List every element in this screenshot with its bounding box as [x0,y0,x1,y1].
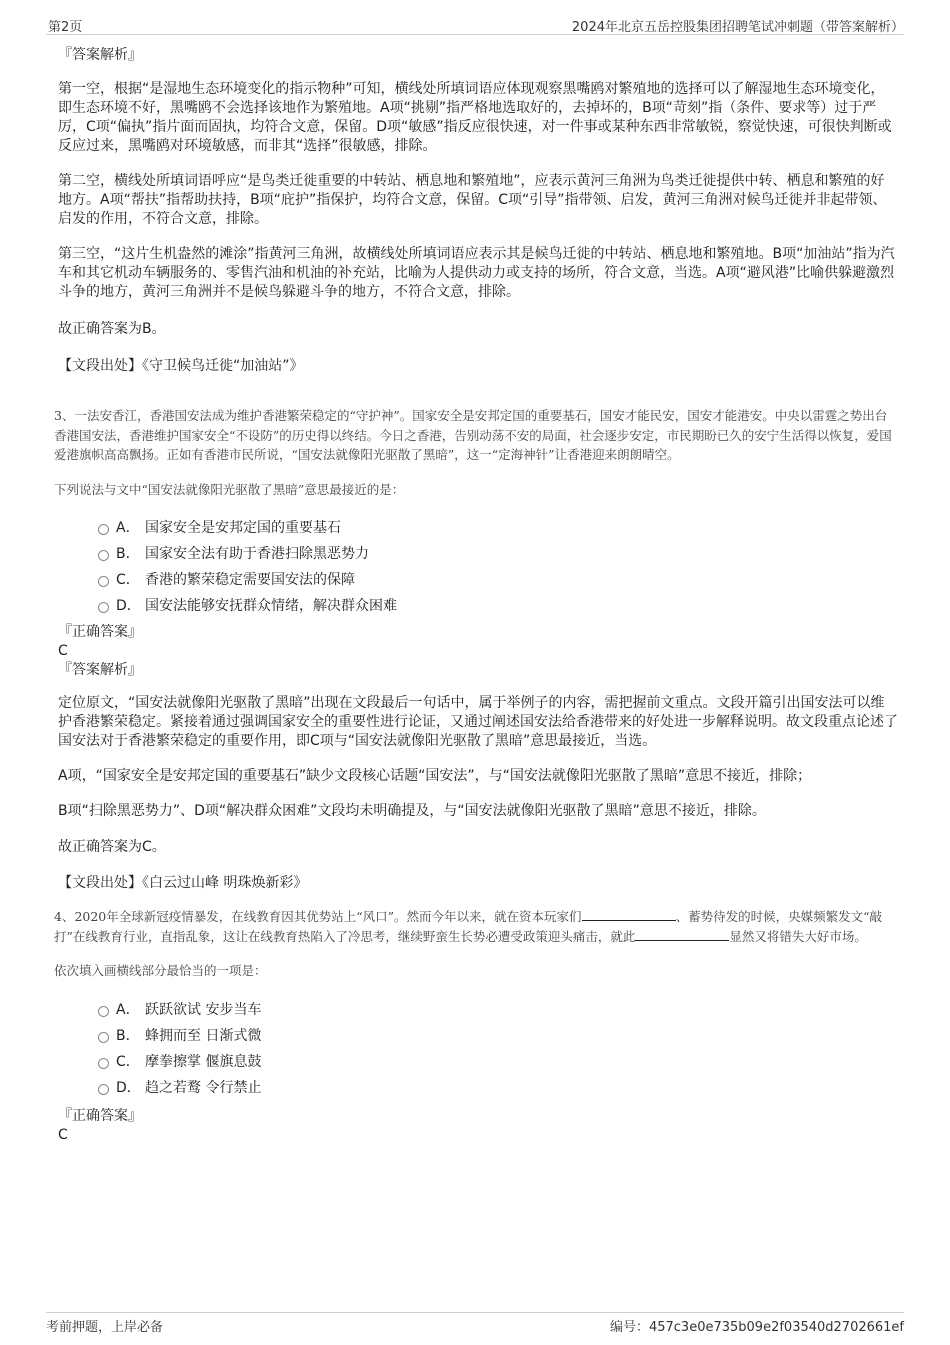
q3-answer: C [58,643,68,659]
radio-icon[interactable] [98,602,109,613]
q3-analysis-para3: B项“扫除黑恶势力”、D项“解决群众困难”文段均未明确提及，与“国安法就像阳光驱散了黑暗”意思不接近，排除。 [58,803,766,819]
q3-option-b[interactable] [98,541,898,567]
option-text: 跃跃欲试 安步当车 [145,1001,262,1018]
q4-stem [54,907,898,946]
radio-icon[interactable] [98,1084,109,1095]
q3-analysis-label: 『答案解析』 [58,662,142,678]
q4-option-d[interactable] [98,1075,898,1101]
q2-analysis-para1: 第一空，根据“是湿地生态环境变化的指示物种”可知，横线处所填词语应体现观察黑嘴鸥对繁殖地的选择可以了解湿地生态环境变化，即生态环境不好，黑嘴鸥不会选择该地作为繁殖地。A项“挑剔”指严格地选取好的，去掉坏的，B项“苛刻”指（条件、要求等）过于严厉，C项“偏执”指片面而固执，均符合文意，保留。D项“敏感”指反应很快速，对一件事或某种东西非常敏锐，察觉快速，可很快判断或反应过来，黑嘴鸥对环境敏感，而非其“选择”很敏感，排除。 [58,81,892,154]
q3-conclusion: 故正确答案为C。 [58,839,166,855]
q2-analysis-label: 『答案解析』 [58,47,142,63]
document-title: 2024年北京五岳控股集团招聘笔试冲刺题（带答案解析） [571,20,904,35]
q2-analysis-para2: 第二空，横线处所填词语呼应“是鸟类迁徙重要的中转站、栖息地和繁殖地”，应表示黄河三角洲为鸟类迁徙提供中转、栖息和繁殖的好地方。A项“帮扶”指帮助扶持，B项“庇护”指保护，均符合文意，保留。C项“引导”指带领、启发，黄河三角洲对候鸟迁徙并非起带领、启发的作用，不符合文意，排除。 [58,173,887,227]
q4-options [58,997,898,1101]
q4-stem-part2: 、蓄势待发的时候，央媒频繁发文“敲打”在线教育行业，直指乱象，这让在线教育热陷入了冷思考，继续野蛮生长势必遭受政策迎头痛击，就此 [54,909,882,944]
q3-stem: 3、一法安香江，香港国安法成为维护香港繁荣稳定的“守护神”。国家安全是安邦定国的重要基石，国安才能民安，国安才能港安。中央以雷霆之势出台香港国安法，香港维护国家安全“不设防”的历史得以终结。今日之香港，告别动荡不安的局面，社会逐步安定，市民期盼已久的安宁生活得以恢复，爱国爱港旗帜高高飘扬。正如有香港市民所说，“国安法就像阳光驱散了黑暗”，这一“定海神针”让香港迎来朗朗晴空。 [54,408,892,462]
radio-icon[interactable] [98,524,109,535]
option-letter: D． [116,1079,141,1096]
q4-stem-part3: 显然又将错失大好市场。 [729,928,867,944]
q3-analysis-para2: A项，“国家安全是安邦定国的重要基石”缺少文段核心话题“国安法”，与“国安法就像阳光驱散了黑暗”意思不接近，排除； [58,768,812,784]
q3-option-a[interactable] [98,515,898,541]
q2-source: 【文段出处】《守卫候鸟迁徙“加油站”》 [58,358,304,374]
option-letter: C． [116,1053,140,1070]
radio-icon[interactable] [98,1006,109,1017]
main-content [54,46,898,1145]
radio-icon[interactable] [98,576,109,587]
radio-icon[interactable] [98,1058,109,1069]
q4-blank-1 [582,908,676,921]
q4-option-b[interactable] [98,1023,898,1049]
document-code: 编号：457c3e0e735b09e2f03540d2702661ef [609,1320,904,1335]
q4-question: 依次填入画横线部分最恰当的一项是： [54,963,267,978]
q3-answer-label: 『正确答案』 [58,624,142,640]
q3-source: 【文段出处】《白云过山峰 明珠焕新彩》 [58,875,308,891]
option-text: 国家安全法有助于香港扫除黑恶势力 [145,546,369,562]
q4-answer: C [58,1126,68,1143]
footer-note: 考前押题，上岸必备 [46,1320,164,1335]
q4-answer-label: 『正确答案』 [58,1107,142,1124]
option-letter: A． [116,1001,140,1018]
q3-option-c[interactable] [98,567,898,593]
q4-option-c[interactable] [98,1049,898,1075]
radio-icon[interactable] [98,550,109,561]
option-text: 国安法能够安抚群众情绪，解决群众困难 [145,598,397,614]
page-footer [46,1312,904,1333]
option-text: 香港的繁荣稳定需要国安法的保障 [145,572,355,588]
q2-conclusion: 故正确答案为B。 [58,321,166,337]
q4-stem-part1: 4、2020年全球新冠疫情暴发，在线教育因其优势站上“风口”。然而今年以来，就在资本玩家们 [54,909,582,924]
q4-option-a[interactable] [98,997,898,1023]
q3-option-d[interactable] [98,593,898,619]
option-letter: A． [116,520,140,536]
q2-analysis-para3: 第三空，“这片生机盎然的滩涂”指黄河三角洲，故横线处所填词语应表示其是候鸟迁徙的中转站、栖息地和繁殖地。B项“加油站”指为汽车和其它机动车辆服务的、零售汽油和机油的补充站，比喻为人提供动力或支持的场所，符合文意，当选。A项“避风港”比喻供躲避激烈斗争的地方，黄河三角洲并不是候鸟躲避斗争的地方，不符合文意，排除。 [58,246,895,300]
option-text: 国家安全是安邦定国的重要基石 [145,520,341,536]
option-letter: D． [116,598,141,614]
page-number: 第2页 [48,20,83,35]
q3-options [58,515,898,619]
page-header [46,14,904,35]
q3-analysis-para1: 定位原文，“国安法就像阳光驱散了黑暗”出现在文段最后一句话中，属于举例子的内容，需把握前文重点。文段开篇引出国安法可以维护香港繁荣稳定。紧接着通过强调国家安全的重要性进行论证，又通过阐述国安法给香港带来的好处进一步解释说明。故文段重点论述了国安法对于香港繁荣稳定的重要作用，即C项与“国安法就像阳光驱散了黑暗”意思最接近，当选。 [58,695,898,749]
q3-question: 下列说法与文中“国安法就像阳光驱散了黑暗”意思最接近的是： [54,481,405,497]
radio-icon[interactable] [98,1032,109,1043]
option-letter: C． [116,572,140,588]
option-letter: B． [116,1027,140,1044]
option-text: 蜂拥而至 日渐式微 [145,1027,262,1044]
option-text: 摩拳擦掌 偃旗息鼓 [145,1053,262,1070]
q4-blank-2 [635,928,729,941]
option-letter: B． [116,546,140,562]
option-text: 趋之若鹜 令行禁止 [145,1079,262,1096]
